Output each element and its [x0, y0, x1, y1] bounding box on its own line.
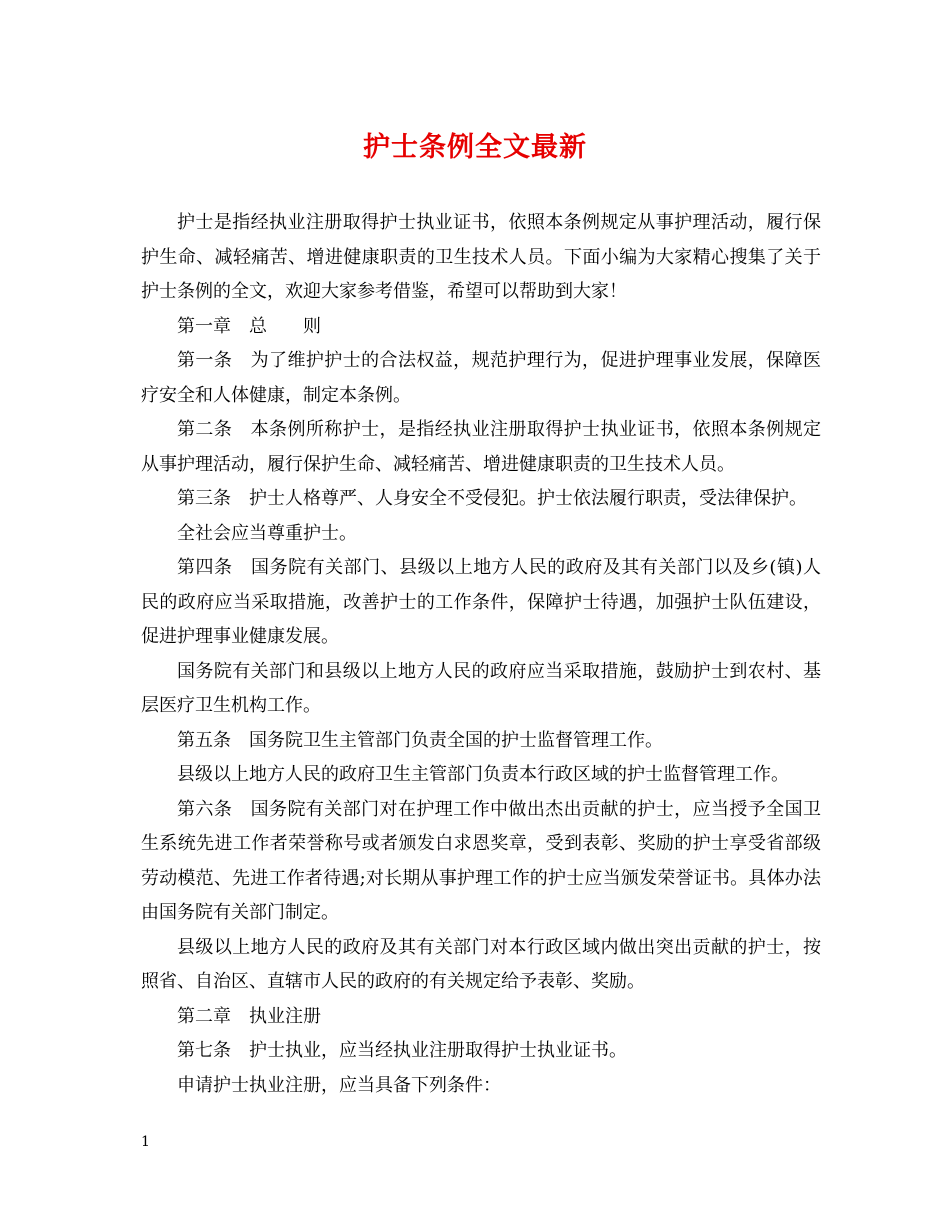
chapter-heading: 第二章 执业注册	[177, 1005, 321, 1027]
paragraph: 护士是指经执业注册取得护士执业证书，依照本条例规定从事护理活动，履行保护生命、减轻痛苦、增进健康职责的卫生技术人员。下面小编为大家精心搜集了关于护士条例的全文，欢迎大家参考借鉴，希望可以帮助到大家！	[141, 212, 821, 302]
paragraph: 申请护士执业注册，应当具备下列条件：	[177, 1074, 501, 1096]
document-title: 护士条例全文最新	[363, 132, 587, 163]
paragraph: 第五条 国务院卫生主管部门负责全国的护士监督管理工作。	[177, 729, 663, 751]
page-number: 1	[141, 1134, 150, 1150]
paragraph: 全社会应当尊重护士。	[177, 522, 357, 544]
paragraph: 国务院有关部门和县级以上地方人民的政府应当采取措施，鼓励护士到农村、基层医疗卫生机构工作。	[141, 660, 821, 716]
paragraph: 县级以上地方人民的政府及其有关部门对本行政区域内做出突出贡献的护士，按照省、自治区、直辖市人民的政府的有关规定给予表彰、奖励。	[141, 936, 821, 992]
paragraph: 第三条 护士人格尊严、人身安全不受侵犯。护士依法履行职责，受法律保护。	[177, 488, 807, 509]
paragraph: 第四条 国务院有关部门、县级以上地方人民的政府及其有关部门以及乡(镇)人民的政府应当采取措施，改善护士的工作条件，保障护士待遇，加强护士队伍建设，促进护理事业健康发展。	[141, 557, 821, 647]
paragraph: 第六条 国务院有关部门对在护理工作中做出杰出贡献的护士，应当授予全国卫生系统先进工作者荣誉称号或者颁发白求恩奖章，受到表彰、奖励的护士享受省部级劳动模范、先进工作者待遇;对长期从事护理工作的护士应当颁发荣誉证书。具体办法由国务院有关部门制定。	[141, 798, 821, 923]
paragraph: 第七条 护士执业，应当经执业注册取得护士执业证书。	[177, 1040, 627, 1061]
document-body	[141, 206, 821, 1103]
paragraph: 第一条 为了维护护士的合法权益，规范护理行为，促进护理事业发展，保障医疗安全和人体健康，制定本条例。	[141, 350, 821, 406]
paragraph: 县级以上地方人民的政府卫生主管部门负责本行政区域的护士监督管理工作。	[177, 764, 789, 785]
chapter-heading: 第一章 总 则	[177, 315, 321, 337]
paragraph: 第二条 本条例所称护士，是指经执业注册取得护士执业证书，依照本条例规定从事护理活动，履行保护生命、减轻痛苦、增进健康职责的卫生技术人员。	[141, 419, 821, 475]
